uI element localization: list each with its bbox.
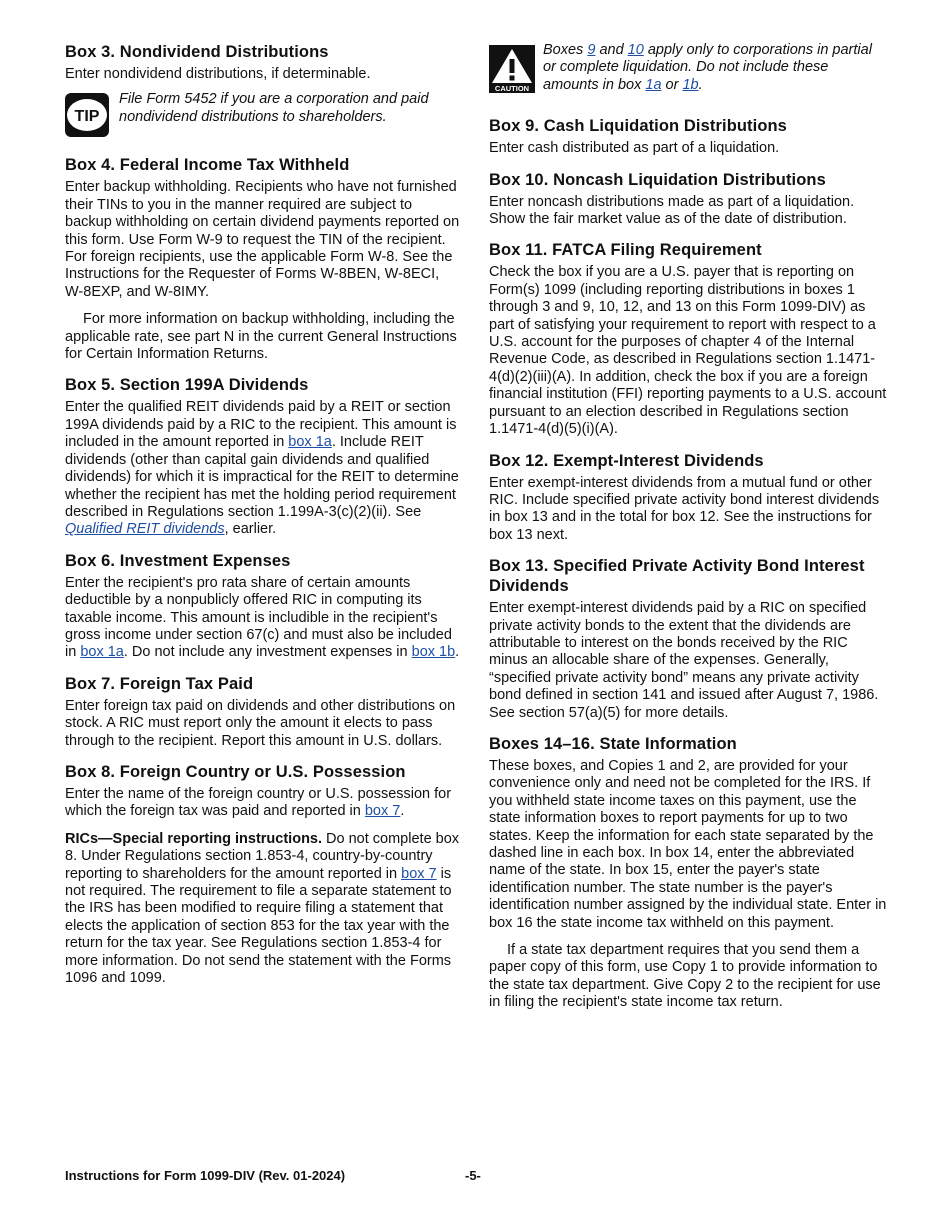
box5-section <box>65 375 461 538</box>
box14-16-heading: Boxes 14–16. State Information <box>489 734 737 753</box>
svg-text:TIP: TIP <box>74 108 100 126</box>
box8-text-3: Do not complete box 8. Under Regulations section 1.853-4, country-by-country reporting to shareholders for the amount reported in <box>65 830 460 882</box>
box4-paragraph-1: Enter backup withholding. Recipients who have not furnished their TINs to you in the manner required are subject to backup withholding on certain dividend payments reported on this form. Use Form W-9 to request the TIN of the recipient. For foreign recipients, use the applicable Form W-8. See the Instructions for the Requester of Forms W-8BEN, W-8ECI, W-8EXP, and W-8IMY. <box>65 179 460 300</box>
box12-section <box>489 451 887 545</box>
box10-text: Enter noncash distributions made as part of a liquidation. Show the fair market value as of the date of distribution. <box>489 193 855 228</box>
caution-text-2: and <box>595 42 628 58</box>
box7-section <box>65 674 461 750</box>
tip-callout <box>65 91 461 137</box>
box3-section <box>65 42 461 137</box>
box1a-link[interactable]: 1a <box>645 76 662 93</box>
caution-callout <box>489 42 887 94</box>
box12-text: Enter exempt-interest dividends from a mutual fund or other RIC. Include specified private activity bond interest dividends in box 13 and in the total for box 12. See the instructions for box 13 next. <box>489 474 880 543</box>
box14-16-section <box>489 734 887 1012</box>
box6-paragraph <box>65 575 461 662</box>
box6-section <box>65 551 461 662</box>
box3-text: Enter nondividend distributions, if determinable. <box>65 66 371 82</box>
box8-paragraph-2 <box>65 831 461 988</box>
caution-text-5: . <box>698 76 703 93</box>
caution-icon <box>489 45 535 93</box>
box6-text-3: . <box>455 644 460 661</box>
box5-text-3: , earlier. <box>224 521 277 538</box>
box9-link[interactable]: 9 <box>587 42 596 58</box>
box8-heading: Box 8. Foreign Country or U.S. Possession <box>65 762 406 781</box>
box1a-link[interactable]: box 1a <box>80 644 124 661</box>
box13-text: Enter exempt-interest dividends paid by a RIC on specified private activity bonds to the extent that the dividends are attributable to interest on the bonds received by the RIC minus an allocable share of the expenses. Generally, “specified private activity bond” means any private activity bond defined in section 141 and issued after August 7, 1986. See section 57(a)(5) for more details. <box>489 600 879 721</box>
box4-section <box>65 155 461 363</box>
box10-heading: Box 10. Noncash Liquidation Distributions <box>489 170 826 189</box>
box8-section <box>65 762 461 987</box>
caution-text-1: Boxes <box>543 42 588 58</box>
box5-heading: Box 5. Section 199A Dividends <box>65 376 309 395</box>
box4-paragraph-2: For more information on backup withholding, including the applicable rate, see part N in the current General Instructions for Certain Information Returns. <box>65 311 457 363</box>
box7-text: Enter foreign tax paid on dividends and other distributions on stock. A RIC must report only the amount it elects to pass through to the recipient. Report this amount in U.S. dollars. <box>65 697 456 749</box>
box1b-link[interactable]: box 1b <box>411 644 456 661</box>
box11-text: Check the box if you are a U.S. payer that is reporting on Form(s) 1099 (including reporting distributions in boxes 1 through 3 and 9, 10, 12, and 13 on this Form 1099-DIV) as part of satisfying your requirement to report with respect to a U.S. account for the purposes of chapter 4 of the Internal Revenue Code, as described in Regulations section 1.1471-4(d)(2)(iii)(A). In addition, check the box if you are a foreign financial institution (FFI) reporting payments to a U.S. account pursuant to an election described in Regulations section 1.1471-4(d)(5)(i)(A). <box>489 264 887 438</box>
caution-text-4: or <box>661 76 683 93</box>
box4-heading: Box 4. Federal Income Tax Withheld <box>65 156 350 175</box>
box1b-link[interactable]: 1b <box>682 76 699 93</box>
left-column <box>65 42 461 999</box>
box9-section <box>489 116 887 157</box>
box7-heading: Box 7. Foreign Tax Paid <box>65 674 254 693</box>
box10-link[interactable]: 10 <box>627 42 644 58</box>
box10-section <box>489 170 887 229</box>
box5-paragraph <box>65 399 461 538</box>
box9-text: Enter cash distributed as part of a liquidation. <box>489 140 780 157</box>
box8-text-2: . <box>400 803 405 820</box>
tip-icon <box>65 93 109 137</box>
box8-paragraph-1 <box>65 786 461 821</box>
page-number: -5- <box>465 1168 481 1183</box>
box11-section <box>489 240 887 438</box>
box9-heading: Box 9. Cash Liquidation Distributions <box>489 117 787 136</box>
box5-text-1: Enter the qualified REIT dividends paid by a REIT or section 199A dividends paid by a RIC to the recipient. This amount is included in the amount reported in <box>65 399 457 451</box>
box14-16-paragraph-1: These boxes, and Copies 1 and 2, are provided for your convenience only and need not be completed for the IRS. If you withheld state income taxes on this payment, use the state information boxes to report payments for up to two states. Keep the information for each state separated by the dashed line in each box. In box 14, enter the abbreviated name of the state. In box 15, enter the payer's state identification number. The state number is the payer's identification number assigned by the individual state. Enter in box 16 the state income tax withheld on this payment. <box>489 757 887 931</box>
box13-heading: Box 13. Specified Private Activity Bond Interest Dividends <box>489 557 865 596</box>
box8-text-1: Enter the name of the foreign country or U.S. possession for which the foreign tax was paid and reported in <box>65 785 452 820</box>
box5-text-2: . Include REIT dividends (other than capital gain dividends and qualified dividends) for which it is impractical for the REIT to determine whether the recipient has met the holding period requirement described in Regulations section 1.199A-3(c)(2)(ii). See <box>65 434 459 520</box>
rics-runin-heading: RICs—Special reporting instructions. <box>65 830 323 847</box>
box14-16-paragraph-2: If a state tax department requires that you send them a paper copy of this form, use Copy 1 to provide information to the state tax department. Give Copy 2 to the recipient for use in filing the recipient's state income tax return. <box>489 942 881 1011</box>
footer-form-title: Instructions for Form 1099-DIV (Rev. 01-2024) <box>65 1168 346 1183</box>
tip-text: File Form 5452 if you are a corporation and paid nondividend distributions to shareholders. <box>119 91 429 125</box>
caution-text-3: apply only to corporations in partial or complete liquidation. Do not include these amounts in box <box>543 42 872 93</box>
box6-heading: Box 6. Investment Expenses <box>65 551 291 570</box>
box6-text-2: . Do not include any investment expenses in <box>123 644 412 661</box>
qualified-reit-dividends-link[interactable]: Qualified REIT dividends <box>65 521 225 538</box>
box7-link[interactable]: box 7 <box>401 865 437 882</box>
caution-text <box>543 42 887 94</box>
box6-text-1: Enter the recipient's pro rata share of certain amounts deductible by a nonpublicly offered RIC in computing its taxable income. This amount is includible in the recipient's gross income under section 67(c) and must also be included in <box>65 574 452 661</box>
box3-heading: Box 3. Nondividend Distributions <box>65 43 329 61</box>
box1a-link[interactable]: box 1a <box>288 434 332 451</box>
right-column <box>489 42 887 1024</box>
box12-heading: Box 12. Exempt-Interest Dividends <box>489 451 764 470</box>
box13-section <box>489 556 887 722</box>
svg-text:CAUTION: CAUTION <box>494 84 530 93</box>
box7-link[interactable]: box 7 <box>364 803 401 820</box>
box8-text-4: is not required. The requirement to file a separate statement to the IRS has been modified to require filing a statement that elects the application of section 853 for the tax year with the return for the tax year. See Regulations section 1.853-4 for more information. Do not send the statement with the Forms 1096 and 1099. <box>65 865 452 987</box>
box11-heading: Box 11. FATCA Filing Requirement <box>489 241 762 260</box>
